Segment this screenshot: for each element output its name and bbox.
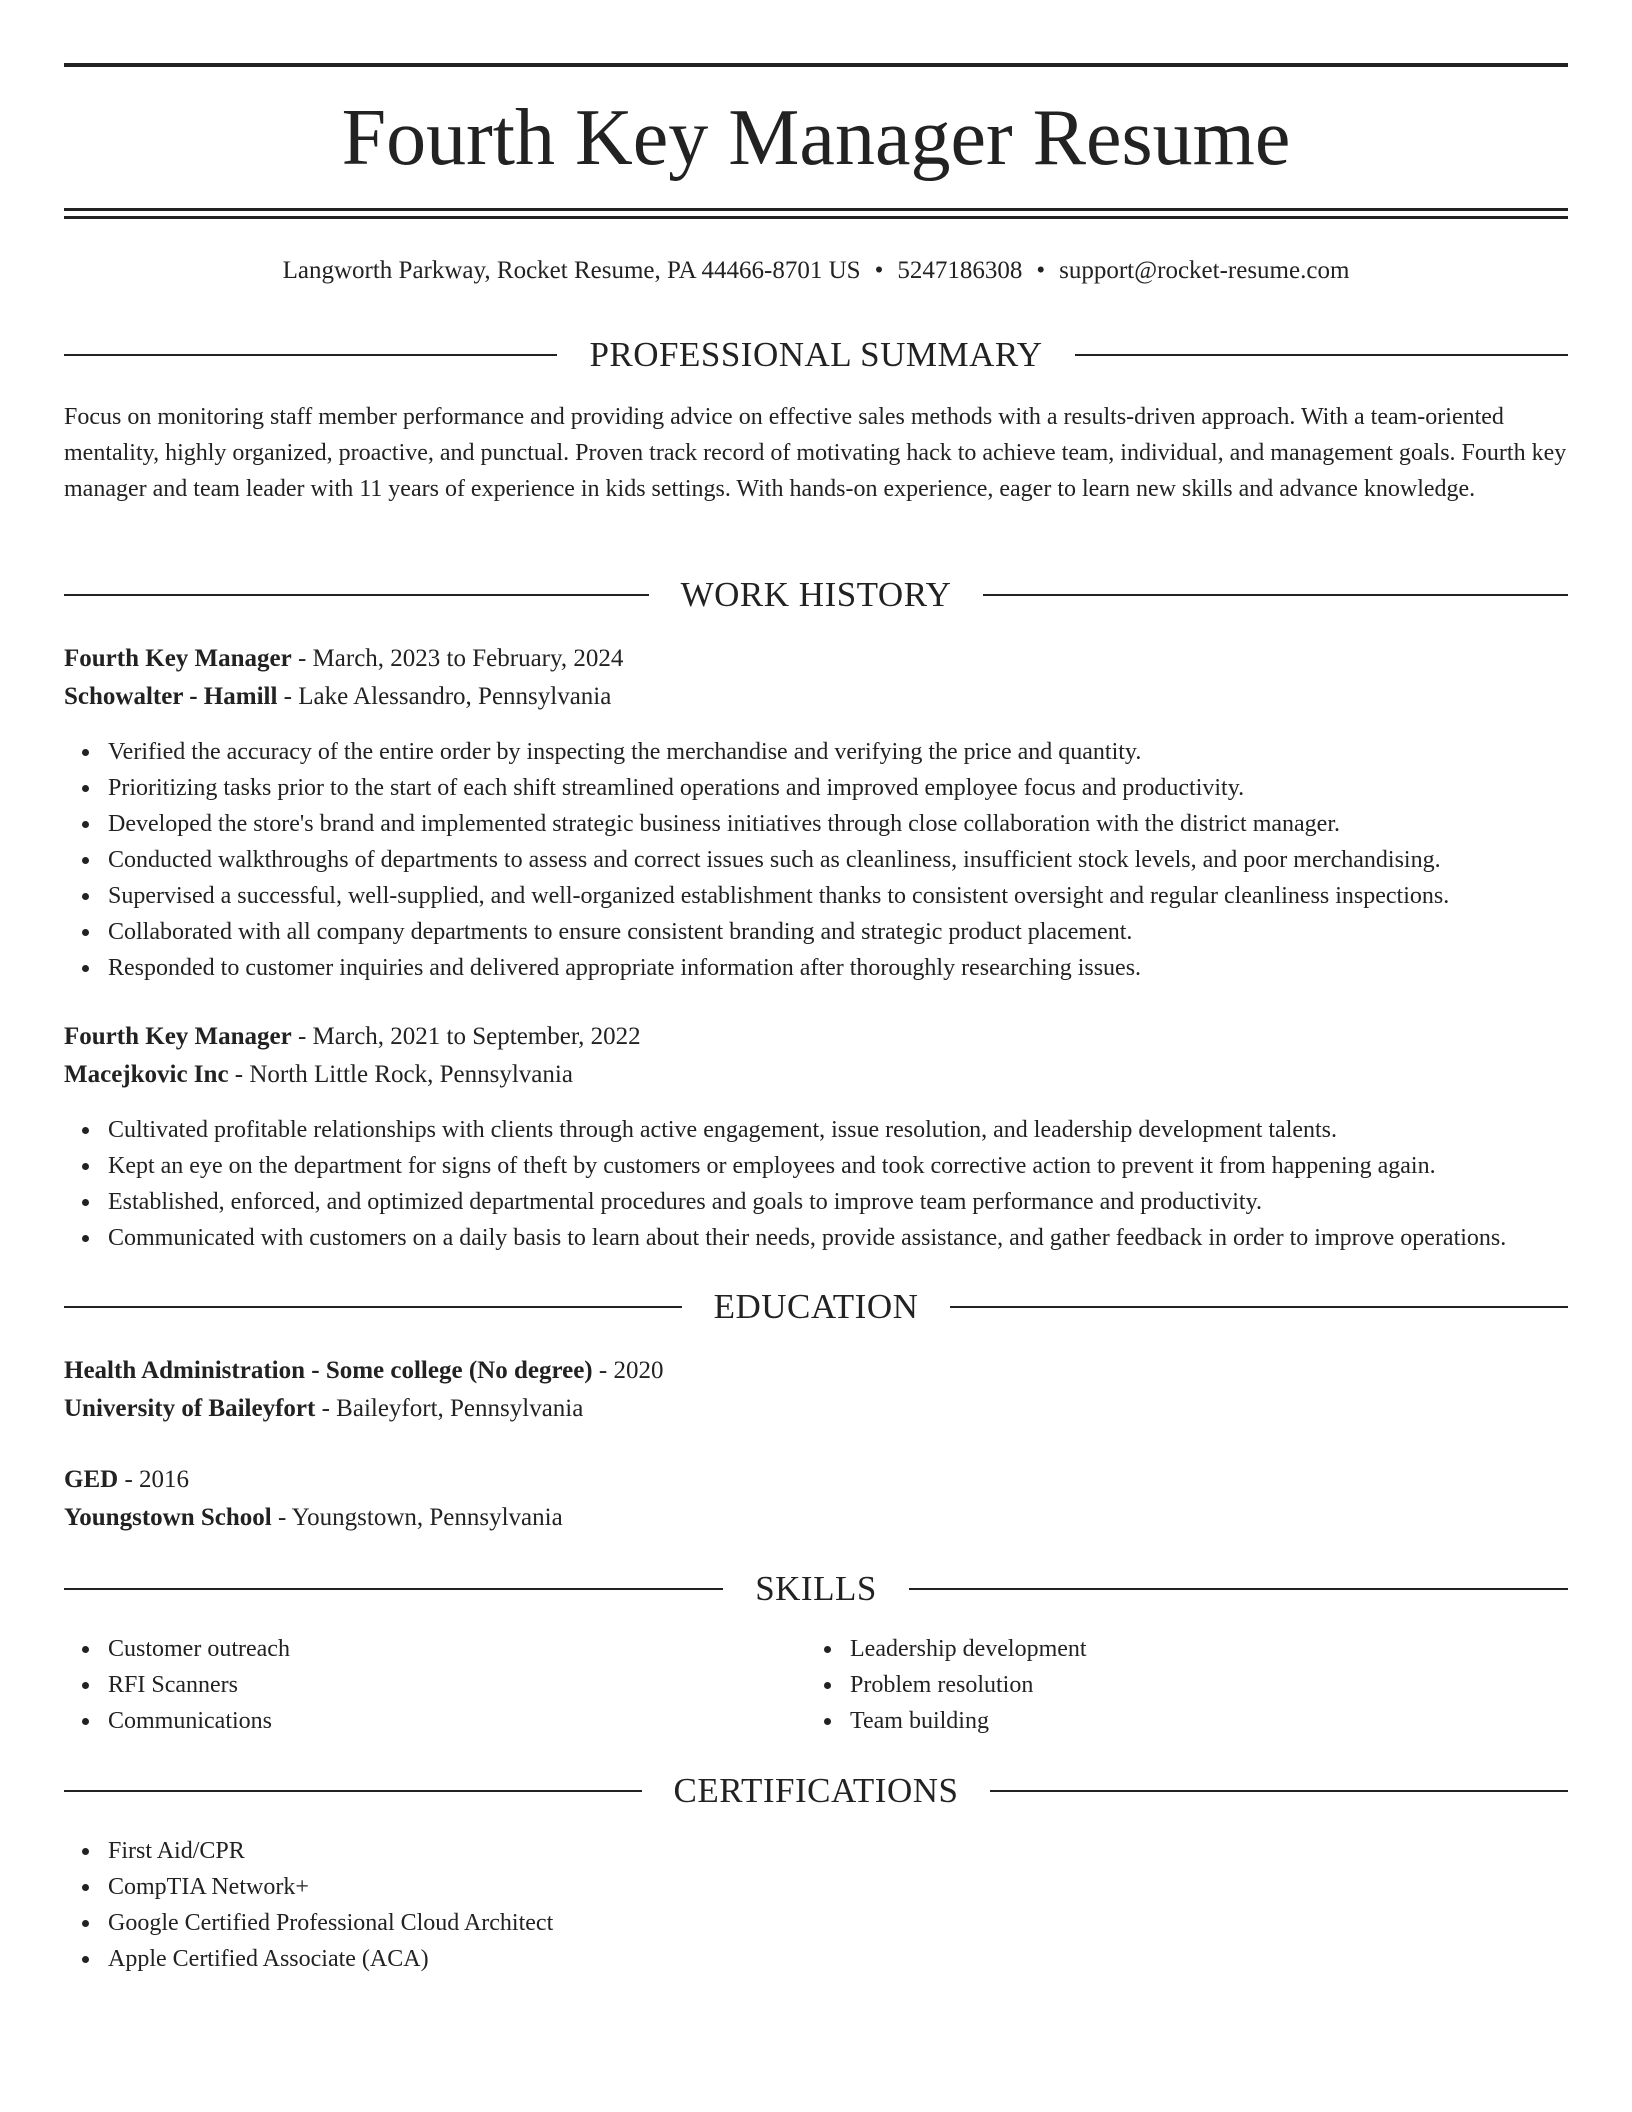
section-title: WORK HISTORY <box>680 575 952 614</box>
contact-email: support@rocket-resume.com <box>1059 257 1350 284</box>
list-item: CompTIA Network+ <box>108 1869 1612 1905</box>
section-rule <box>1075 354 1568 356</box>
job-company: Macejkovic Inc <box>64 1061 229 1088</box>
section-rule <box>909 1588 1568 1590</box>
section-rule <box>64 1790 642 1792</box>
education-degree: Health Administration - Some college (No degree) <box>64 1357 593 1384</box>
list-item: Communications <box>108 1703 808 1739</box>
contact-phone: 5247186308 <box>897 257 1023 284</box>
list-item: Cultivated profitable relationships with clients through active engagement, issue resolution, and leadership development talents. <box>108 1112 1612 1148</box>
job-company-line <box>64 1057 1568 1093</box>
section-header-certifications <box>64 1771 1568 1811</box>
job-title-line <box>64 641 1568 677</box>
list-item: Communicated with customers on a daily basis to learn about their needs, provide assistance, and gather feedback in order to improve operations. <box>108 1220 1612 1256</box>
section-rule <box>64 1588 723 1590</box>
list-item: RFI Scanners <box>108 1667 808 1703</box>
section-title: EDUCATION <box>713 1287 919 1326</box>
section-header-skills <box>64 1569 1568 1609</box>
section-rule <box>983 594 1568 596</box>
list-item: First Aid/CPR <box>108 1833 1612 1869</box>
skills-list-left <box>64 1631 808 1739</box>
certifications-list <box>64 1833 1612 1977</box>
header-bottom-rule-inner <box>64 216 1568 219</box>
header-top-rule <box>64 63 1568 67</box>
list-item: Established, enforced, and optimized departmental procedures and goals to improve team performance and productivity. <box>108 1184 1612 1220</box>
header-bottom-rule <box>64 208 1568 211</box>
list-item: Customer outreach <box>108 1631 808 1667</box>
list-item: Developed the store's brand and implemented strategic business initiatives through close collaboration with the district manager. <box>108 806 1612 842</box>
education-location: - Baileyfort, Pennsylvania <box>315 1395 584 1422</box>
education-degree-line <box>64 1462 1568 1498</box>
education-school-line <box>64 1391 1568 1427</box>
list-item: Supervised a successful, well-supplied, and well-organized establishment thanks to consistent oversight and regular cleanliness inspections. <box>108 878 1612 914</box>
job-location: - North Little Rock, Pennsylvania <box>228 1061 573 1088</box>
section-rule <box>64 1306 682 1308</box>
section-title: CERTIFICATIONS <box>673 1771 959 1810</box>
section-rule <box>990 1790 1568 1792</box>
education-school: Youngstown School <box>64 1504 272 1531</box>
education-school: University of Baileyfort <box>64 1395 316 1422</box>
job-title: Fourth Key Manager <box>64 645 292 672</box>
education-degree: GED <box>64 1466 119 1493</box>
job-dates: - March, 2023 to February, 2024 <box>291 645 624 672</box>
contact-separator: • <box>874 257 884 284</box>
contact-separator: • <box>1036 257 1046 284</box>
list-item: Conducted walkthroughs of departments to assess and correct issues such as cleanliness, insufficient stock levels, and poor merchandising. <box>108 842 1612 878</box>
list-item: Apple Certified Associate (ACA) <box>108 1941 1612 1977</box>
summary-text: Focus on monitoring staff member performance and providing advice on effective sales methods with a results-driven approach. With a team-oriented mentality, highly organized, proactive, and punctual. Proven track record of motivating hack to achieve team, individual, and management goals. Fourth key manager and team leader with 11 years of experience in kids settings. With hands-on experience, eager to learn new skills and advance knowledge. <box>64 404 1567 502</box>
list-item: Prioritizing tasks prior to the start of each shift streamlined operations and improved employee focus and productivity. <box>108 770 1612 806</box>
contact-line <box>64 254 1568 288</box>
list-item: Responded to customer inquiries and delivered appropriate information after thoroughly researching issues. <box>108 950 1612 986</box>
education-year: - 2020 <box>592 1357 664 1384</box>
skills-list-right <box>806 1631 1550 1739</box>
section-title: SKILLS <box>755 1569 877 1608</box>
section-rule <box>64 354 557 356</box>
education-degree-line <box>64 1353 1568 1389</box>
list-item: Google Certified Professional Cloud Architect <box>108 1905 1612 1941</box>
job-title-line <box>64 1019 1568 1055</box>
job-dates: - March, 2021 to September, 2022 <box>291 1023 641 1050</box>
list-item: Kept an eye on the department for signs of theft by customers or employees and took corrective action to prevent it from happening again. <box>108 1148 1612 1184</box>
list-item: Team building <box>850 1703 1550 1739</box>
education-school-line <box>64 1500 1568 1536</box>
list-item: Leadership development <box>850 1631 1550 1667</box>
list-item: Verified the accuracy of the entire order by inspecting the merchandise and verifying the price and quantity. <box>108 734 1612 770</box>
section-header-education <box>64 1287 1568 1327</box>
job-location: - Lake Alessandro, Pennsylvania <box>277 683 612 710</box>
education-location: - Youngstown, Pennsylvania <box>271 1504 563 1531</box>
education-year: - 2016 <box>118 1466 190 1493</box>
contact-address: Langworth Parkway, Rocket Resume, PA 44466-8701 US <box>282 257 861 284</box>
job-bullets <box>64 1112 1612 1256</box>
list-item: Collaborated with all company departments to ensure consistent branding and strategic product placement. <box>108 914 1612 950</box>
section-title: PROFESSIONAL SUMMARY <box>589 335 1043 374</box>
job-bullets <box>64 734 1612 986</box>
list-item: Problem resolution <box>850 1667 1550 1703</box>
job-title: Fourth Key Manager <box>64 1023 292 1050</box>
section-header-summary <box>64 335 1568 375</box>
section-header-work-history <box>64 575 1568 615</box>
section-rule <box>950 1306 1568 1308</box>
job-company-line <box>64 679 1568 715</box>
resume-title: Fourth Key Manager Resume <box>341 94 1291 182</box>
job-company: Schowalter - Hamill <box>64 683 278 710</box>
section-rule <box>64 594 649 596</box>
